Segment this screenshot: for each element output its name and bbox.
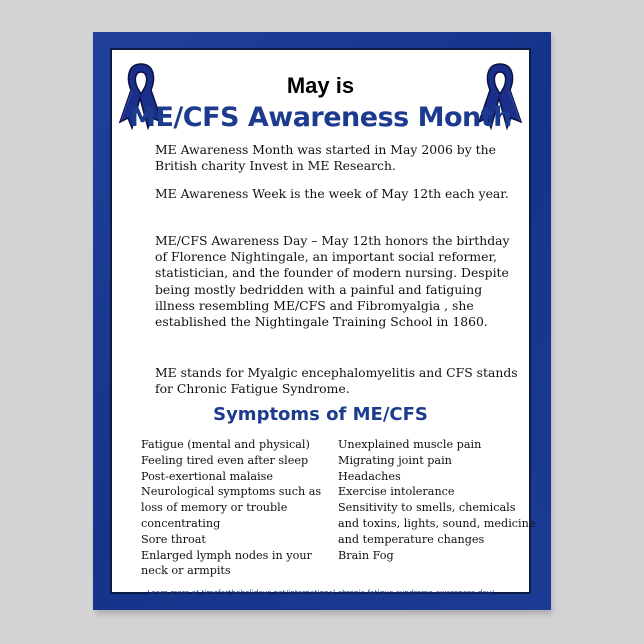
paragraph-awareness-month: ME Awareness Month was started in May 2006 by the British charity Invest in ME Research. xyxy=(155,142,496,174)
list-item: Feeling tired even after sleep xyxy=(141,453,309,467)
list-item: Neurological symptoms such as loss of memory or trouble concentrating xyxy=(141,485,322,530)
poster xyxy=(93,32,551,610)
symptoms-list-right xyxy=(338,437,538,563)
paragraph-awareness-week: ME Awareness Week is the week of May 12th each year. xyxy=(155,186,509,201)
list-item: Post-exertional malaise xyxy=(141,469,274,483)
title-line-2: ME/CFS Awareness Month xyxy=(129,102,512,133)
paragraph-me-cfs-definition: ME stands for Myalgic encephalomyelitis and CFS stands for Chronic Fatigue Syndrome. xyxy=(155,365,518,397)
list-item: Headaches xyxy=(338,469,401,483)
list-item: Brain Fog xyxy=(338,548,394,562)
symptoms-list-left xyxy=(141,437,336,579)
list-item: Unexplained muscle pain xyxy=(338,438,482,451)
list-item: Fatigue (mental and physical) xyxy=(141,438,310,451)
list-item: Migrating joint pain xyxy=(338,453,452,467)
poster-content-panel xyxy=(110,48,536,597)
symptoms-heading: Symptoms of ME/CFS xyxy=(213,404,428,425)
title-line-1: May is xyxy=(286,73,355,98)
list-item: Enlarged lymph nodes in your neck or armpits xyxy=(141,548,312,578)
footer-link[interactable]: Learn more at timefortheholidays.net/international-chronic-fatigue-syndrome-awareness-day/ xyxy=(147,588,494,597)
list-item: Sore throat xyxy=(141,532,206,546)
list-item: Sensitivity to smells, chemicals and toxins, lights, sound, medicine and temperature changes xyxy=(338,501,536,546)
list-item: Exercise intolerance xyxy=(338,485,455,499)
paragraph-awareness-day: ME/CFS Awareness Day – May 12th honors the birthday of Florence Nightingale, an important social reformer, statistician, and the founder of modern nursing. Despite being mostly bedridden with a painful and fatiguing illness resembling ME/CFS and Fibromyalgia , she established the Nightingale Training School in 1860. xyxy=(155,233,510,330)
